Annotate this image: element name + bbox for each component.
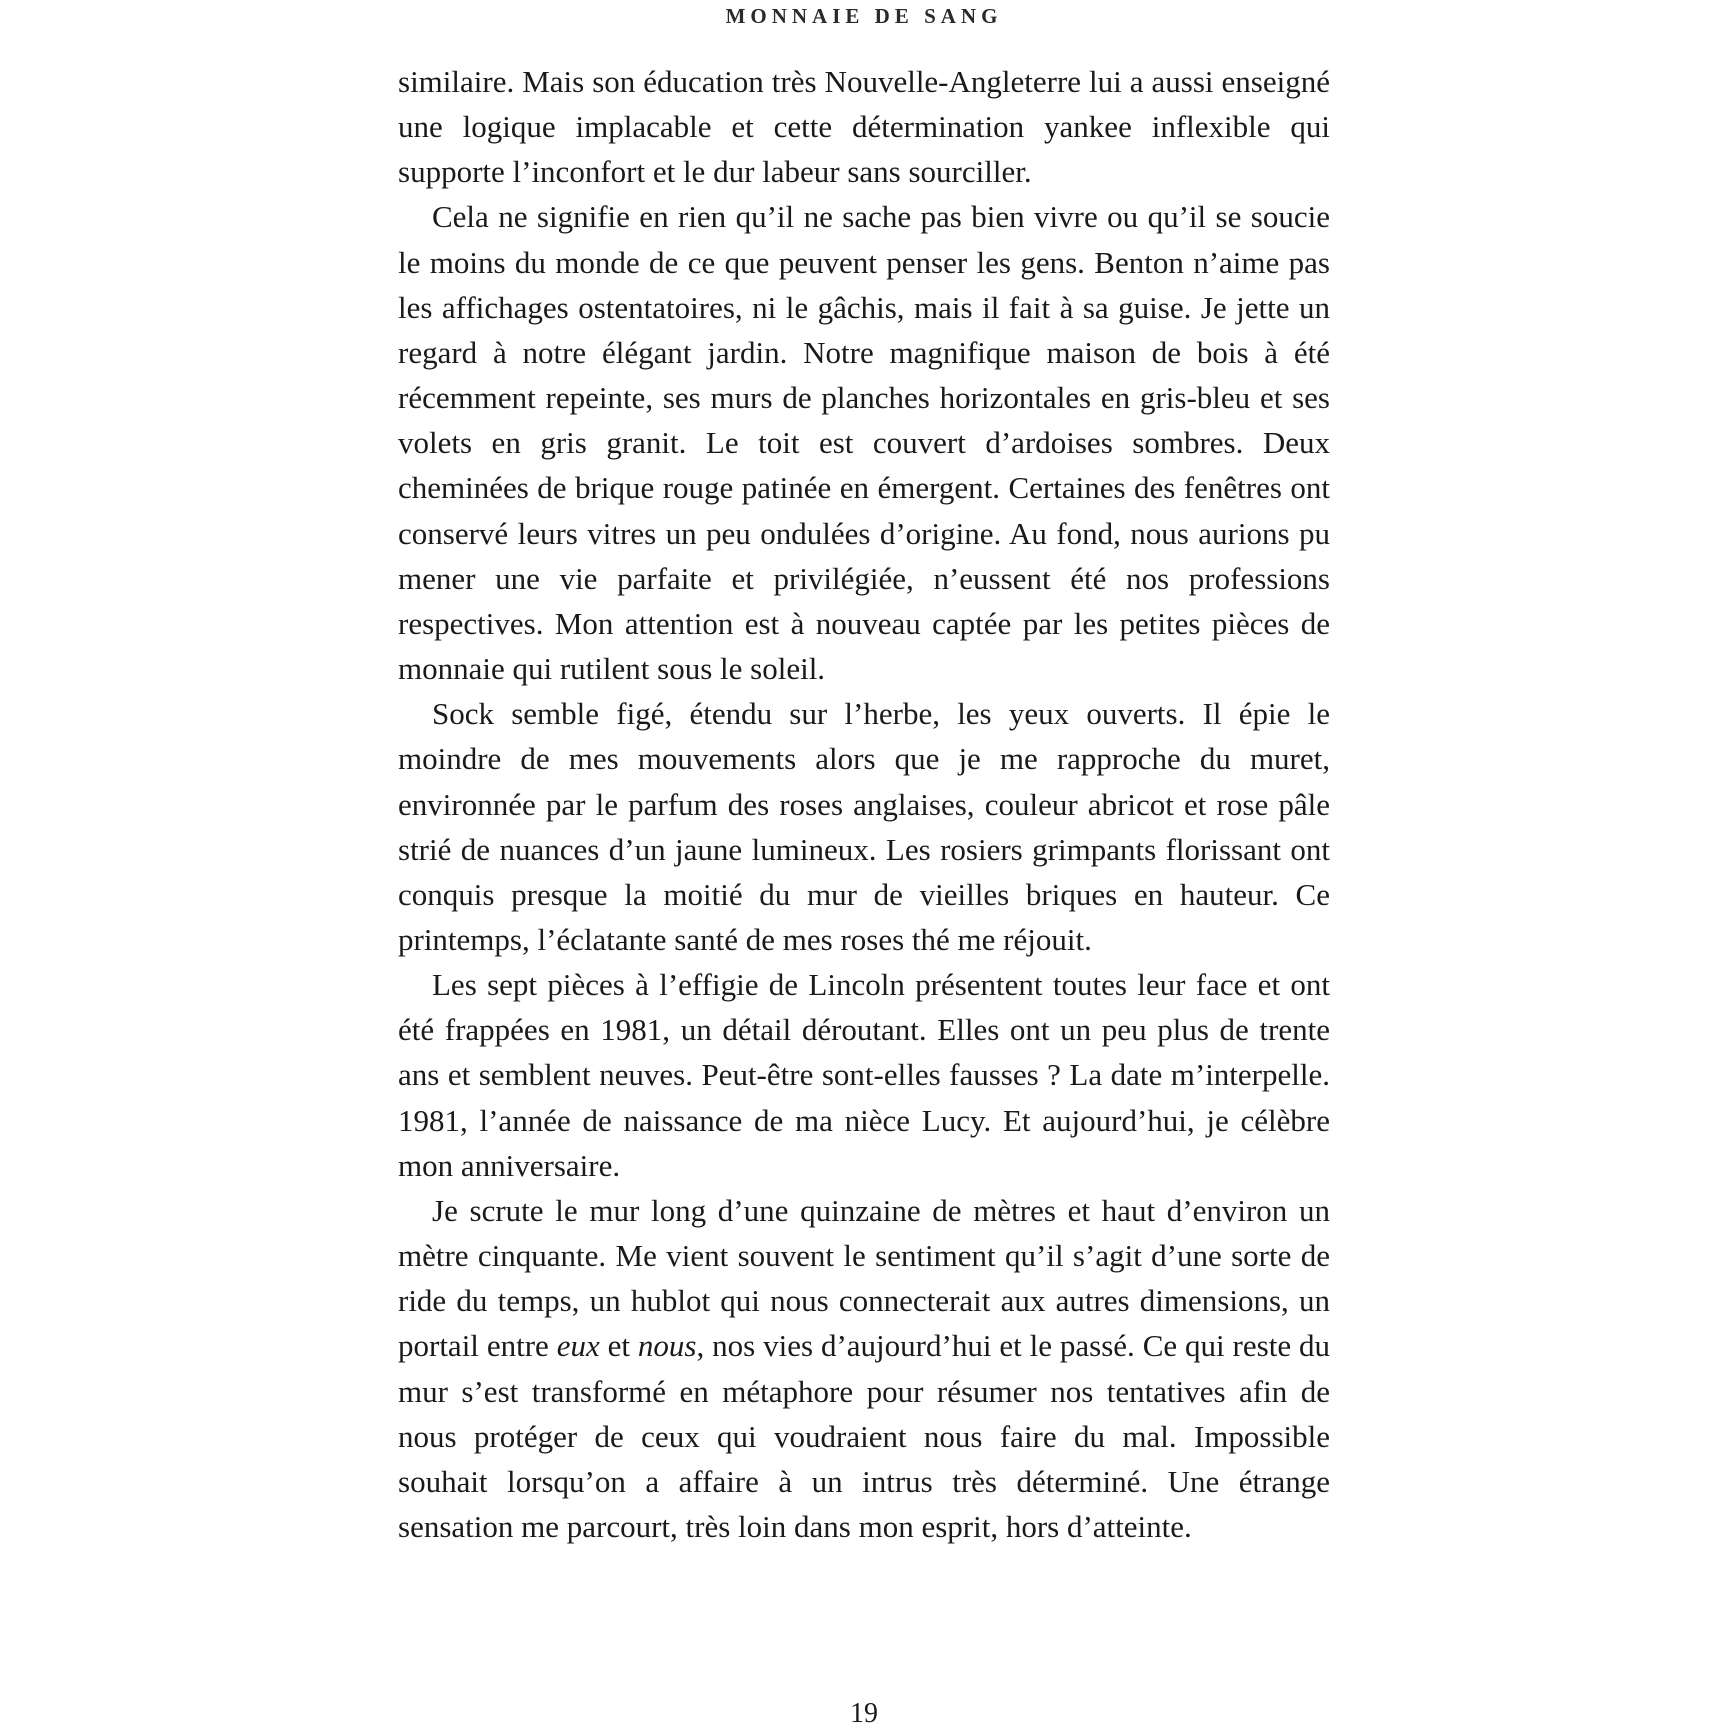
paragraph-5-part-2: et: [599, 1328, 638, 1364]
page-number: 19: [850, 1698, 878, 1729]
running-head: MONNAIE DE SANG: [725, 4, 1003, 28]
paragraph-5: [398, 1188, 1330, 1549]
paragraph-3: Sock semble figé, étendu sur l’herbe, les yeux ouverts. Il épie le moindre de mes mouvements alors que je me rapproche du muret, environnée par le parfum des roses anglaises, couleur abricot et rose pâle strié de nuances d’un jaune lumineux. Les rosiers grimpants florissant ont conquis presque la moitié du mur de vieilles briques en hauteur. Ce printemps, l’éclatante santé de mes roses thé me réjouit.: [398, 696, 1330, 957]
paragraph-5-part-3: , nos vies d’aujourd’hui et le passé. Ce qui reste du mur s’est transformé en métaphore pour résumer nos tentatives afin de nous protéger de ceux qui voudraient nous faire du mal. Impossible souhait lorsqu’on a affaire à un intrus très déterminé. Une étrange sensation me parcourt, très loin dans mon esprit, hors d’atteinte.: [398, 1328, 1330, 1544]
italic-eux: eux: [556, 1328, 600, 1364]
book-page: [398, 0, 1330, 1728]
paragraph-1: similaire. Mais son éducation très Nouvelle-Angleterre lui a aussi enseigné une logique implacable et cette détermination yankee inflexible qui supporte l’inconfort et le dur labeur sans sourciller.: [398, 64, 1330, 190]
paragraph-5-part-1: Je scrute le mur long d’une quinzaine de mètres et haut d’environ un mètre cinquante. Me vient souvent le sentiment qu’il s’agit d’une sorte de ride du temps, un hublot qui nous connecterait aux autres dimensions, un portail entre: [398, 1192, 1330, 1364]
paragraph-2: Cela ne signifie en rien qu’il ne sache pas bien vivre ou qu’il se soucie le moins du monde de ce que peuvent penser les gens. Benton n’aime pas les affichages ostentatoires, ni le gâchis, mais il fait à sa guise. Je jette un regard à notre élégant jardin. Notre magnifique maison de bois à été récemment repeinte, ses murs de planches horizontales en gris-bleu et ses volets en gris granit. Le toit est couvert d’ardoises sombres. Deux cheminées de brique rouge patinée en émergent. Certaines des fenêtres ont conservé leurs vitres un peu ondulées d’origine. Au fond, nous aurions pu mener une vie parfaite et privilégiée, n’eussent été nos professions respectives. Mon attention est à nouveau captée par les petites pièces de monnaie qui rutilent sous le soleil.: [398, 199, 1330, 687]
italic-nous: nous: [637, 1328, 697, 1364]
body-text: [398, 59, 1330, 1549]
paragraph-4: Les sept pièces à l’effigie de Lincoln présentent toutes leur face et ont été frappées en 1981, un détail déroutant. Elles ont un peu plus de trente ans et semblent neuves. Peut-être sont-elles fausses ? La date m’interpelle. 1981, l’année de naissance de ma nièce Lucy. Et aujourd’hui, je célèbre mon anniversaire.: [398, 967, 1330, 1183]
